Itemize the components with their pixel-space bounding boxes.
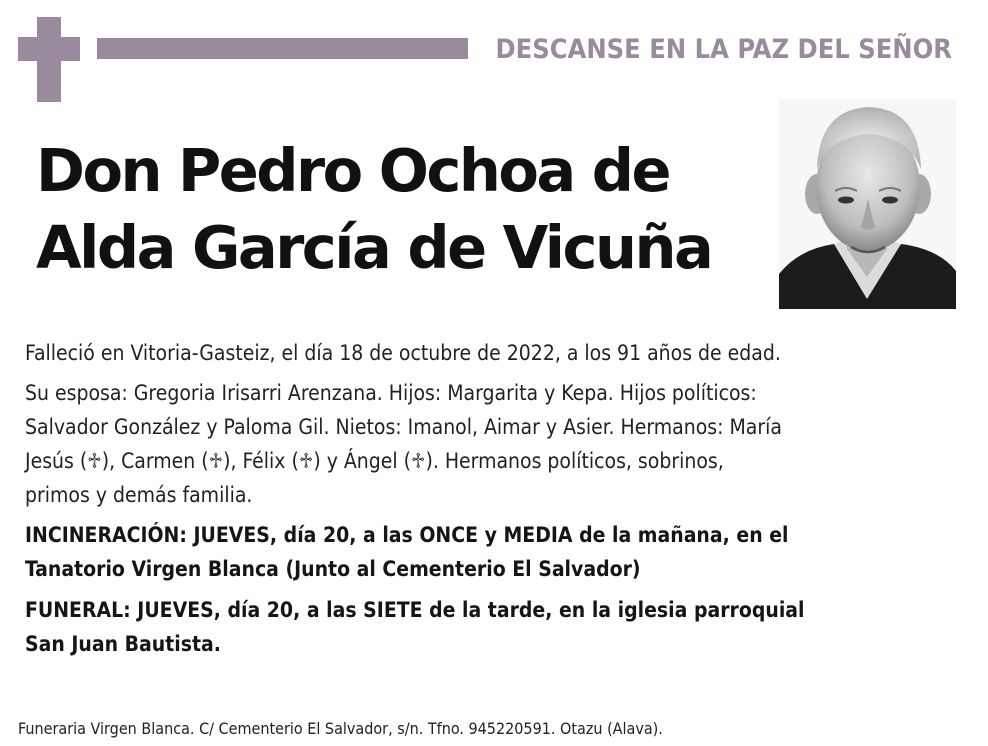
notice-body [25, 336, 975, 668]
family-line-1: Su esposa: Gregoria Irisarri Arenzana. Hijos: Margarita y Kepa. Hijos políticos: [25, 381, 757, 405]
death-statement [25, 336, 975, 370]
header-rule [97, 38, 468, 59]
death-line: Falleció en Vitoria-Gasteiz, el día 18 de octubre de 2022, a los 91 años de edad. [25, 341, 781, 365]
cross-horizontal-bar [18, 37, 80, 61]
family-line-2: Salvador González y Paloma Gil. Nietos: Imanol, Aimar y Asier. Hermanos: María [25, 415, 782, 439]
funeral-line-1: FUNERAL: JUEVES, día 20, a las SIETE de la tarde, en la iglesia parroquial [25, 598, 805, 622]
cremation-line-1: INCINERACIÓN: JUEVES, día 20, a las ONCE y MEDIA de la mañana, en el [25, 523, 789, 547]
cremation-paragraph [25, 518, 975, 586]
funeral-line-2: San Juan Bautista. [25, 632, 221, 656]
funeral-home-footer: Funeraria Virgen Blanca. C/ Cementerio El Salvador, s/n. Tfno. 945220591. Otazu (Alava). [18, 719, 663, 738]
family-line-4: primos y demás familia. [25, 483, 253, 507]
cremation-line-2: Tanatorio Virgen Blanca (Junto al Cementerio El Salvador) [25, 557, 641, 581]
family-paragraph [25, 376, 975, 512]
family-line-3: Jesús (♱), Carmen (♱), Félix (♱) y Ángel (♱). Hermanos políticos, sobrinos, [25, 449, 724, 473]
funeral-paragraph [25, 593, 975, 661]
portrait-illustration [779, 99, 956, 309]
portrait-photo [779, 99, 956, 309]
deceased-name [36, 132, 756, 286]
rip-heading: DESCANSE EN LA PAZ DEL SEÑOR [495, 34, 952, 65]
deceased-name-line-1: Don Pedro Ochoa de [36, 136, 669, 205]
deceased-name-line-2: Alda García de Vicuña [36, 213, 712, 282]
